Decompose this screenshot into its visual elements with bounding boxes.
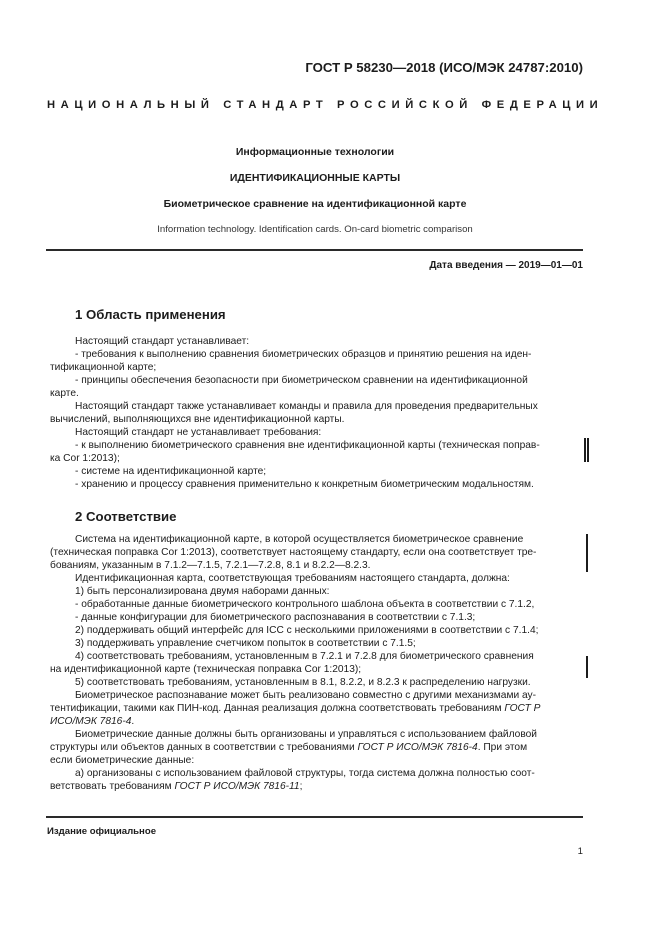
- section-2-body: [50, 533, 582, 793]
- revision-marker: [586, 534, 588, 572]
- paragraph-line: ка Cor 1:2013);: [50, 453, 120, 464]
- paragraph-line: Биометрическое распознавание может быть реализовано совместно с другими механизмами ау-: [75, 690, 537, 701]
- title-line-3: Биометрическое сравнение на идентификационной карте: [163, 198, 467, 210]
- title-line-2: ИДЕНТИФИКАЦИОННЫЕ КАРТЫ: [229, 172, 401, 184]
- section-1-title: 1 Область применения: [75, 307, 226, 322]
- paragraph-line: - к выполнению биометрического сравнения вне идентификационной карты (техническая поправ-: [75, 440, 540, 451]
- paragraph-line: тификационной карте;: [50, 362, 157, 373]
- title-english: Information technology. Identification cards. On-card biometric comparison: [157, 224, 473, 235]
- top-divider: [46, 249, 583, 251]
- paragraph-line: Система на идентификационной карте, в которой осуществляется биометрическое сравнение: [75, 534, 524, 545]
- paragraph-line: вычислений, выполняющихся вне идентификационной карты.: [50, 414, 345, 425]
- title-line-1: Информационные технологии: [235, 146, 395, 158]
- paragraph-line: - хранению и процессу сравнения применительно к конкретным биометрическим модальностям.: [75, 479, 534, 490]
- introduction-date: Дата введения — 2019—01—01: [429, 260, 583, 271]
- paragraph-line: структуры или объектов данных в соответствии с требованиями ГОСТ Р ИСО/МЭК 7816-4. При этом: [50, 742, 528, 753]
- page-number: 1: [577, 846, 583, 857]
- paragraph-line: а) организованы с использованием файловой структуры, тогда система должна полностью соот-: [75, 768, 535, 779]
- revision-marker: [587, 438, 589, 462]
- paragraph-line: тентификации, такими как ПИН-код. Данная реализация должна соответствовать требованиям ГОСТ Р: [50, 703, 541, 714]
- document-id: ГОСТ Р 58230—2018 (ИСО/МЭК 24787:2010): [305, 60, 583, 75]
- paragraph-line: 3) поддерживать управление счетчиком попыток в соответствии с 7.1.5;: [75, 638, 416, 649]
- paragraph-line: - требования к выполнению сравнения биометрических образцов и принятию решения на иден-: [75, 349, 532, 360]
- paragraph-line: бованиям, указанным в 7.1.2—7.1.5, 7.2.1—7.2.8, 8.1 и 8.2.2—8.2.3.: [50, 560, 371, 571]
- paragraph-line: Настоящий стандарт устанавливает:: [75, 336, 250, 347]
- paragraph-line: - обработанные данные биометрического контрольного шаблона объекта в соответствии с 7.1.2,: [75, 599, 535, 610]
- reference-gost: ГОСТ Р: [504, 703, 541, 714]
- paragraph-line: если биометрические данные:: [50, 755, 195, 766]
- paragraph-line: - системе на идентификационной карте;: [75, 466, 267, 477]
- paragraph-line: 5) соответствовать требованиям, установленным в 8.1, 8.2.2, и 8.2.3 к распределению нагрузки.: [75, 677, 531, 688]
- paragraph-line: - принципы обеспечения безопасности при биометрическом сравнении на идентификационной: [75, 375, 528, 386]
- paragraph-line: (техническая поправка Cor 1:2013), соответствует настоящему стандарту, если она соответствует тре-: [50, 547, 537, 558]
- paragraph-line: Настоящий стандарт также устанавливает команды и правила для проведения предварительных: [75, 401, 538, 412]
- section-1-body: [50, 335, 582, 491]
- revision-marker: [586, 656, 588, 678]
- paragraph-line: 4) соответствовать требованиям, установленным в 7.2.1 и 7.2.8 для биометрического сравнения: [75, 651, 534, 662]
- paragraph-line: - данные конфигурации для биометрического распознавания в соответствии с 7.1.3;: [75, 612, 476, 623]
- paragraph-line: на идентификационной карте (техническая поправка Cor 1:2013);: [50, 664, 362, 675]
- revision-marker: [584, 438, 586, 462]
- section-2-title: 2 Соответствие: [75, 509, 177, 524]
- paragraph-line: ИСО/МЭК 7816-4.: [50, 716, 135, 727]
- paragraph-line: 2) поддерживать общий интерфейс для ICC с несколькими приложениями в соответствии с 7.1.4;: [75, 625, 539, 636]
- reference-gost: ГОСТ Р ИСО/МЭК 7816-4: [357, 742, 478, 753]
- reference-gost: ГОСТ Р ИСО/МЭК 7816-11: [174, 781, 300, 792]
- footer-divider: [46, 816, 583, 818]
- paragraph-line: карте.: [50, 388, 79, 399]
- reference-gost: ИСО/МЭК 7816-4: [50, 716, 132, 727]
- paragraph-line: Биометрические данные должны быть организованы и управляться с использованием файловой: [75, 729, 537, 740]
- national-standard-heading: НАЦИОНАЛЬНЫЙ СТАНДАРТ РОССИЙСКОЙ ФЕДЕРАЦИИ: [47, 99, 604, 111]
- paragraph-line: Настоящий стандарт не устанавливает требования:: [75, 427, 322, 438]
- paragraph-line: ветствовать требованиям ГОСТ Р ИСО/МЭК 7816-11;: [50, 781, 303, 792]
- paragraph-line: Идентификационная карта, соответствующая требованиям настоящего стандарта, должна:: [75, 573, 510, 584]
- paragraph-line: 1) быть персонализирована двумя наборами данных:: [75, 586, 330, 597]
- official-edition-label: Издание официальное: [47, 826, 157, 837]
